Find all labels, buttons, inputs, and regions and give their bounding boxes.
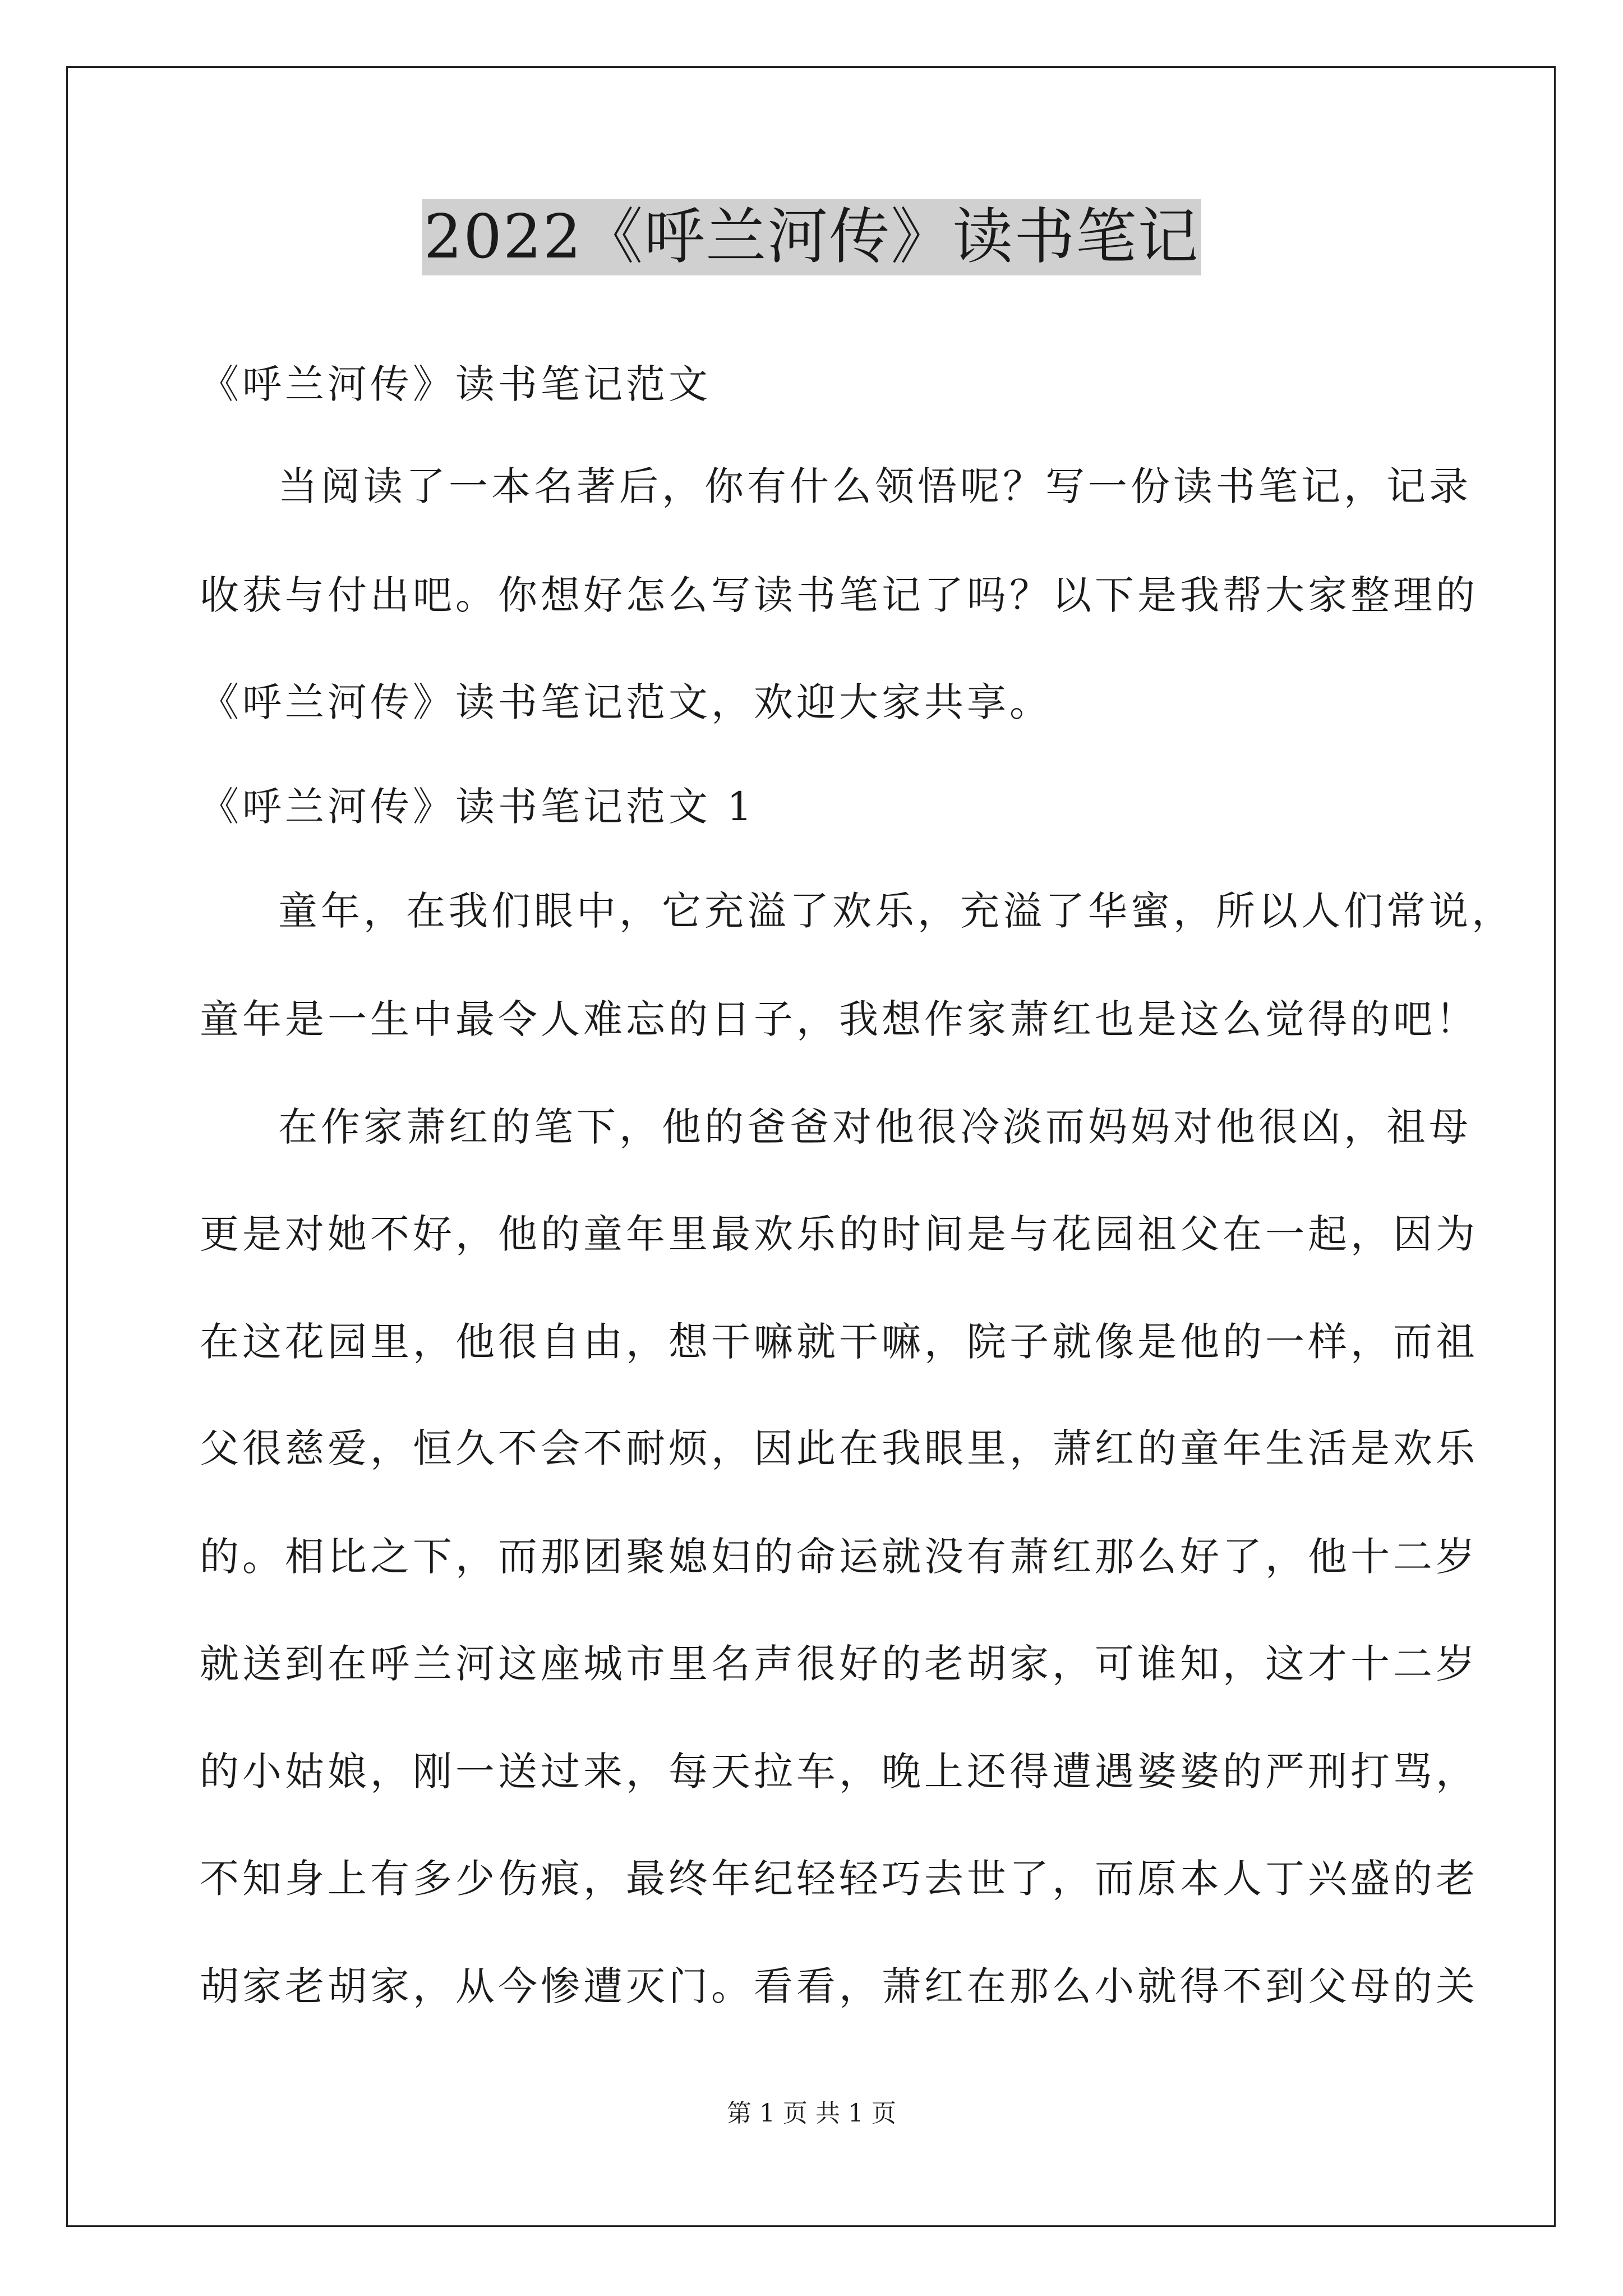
paragraph-line: 童年，在我们眼中，它充溢了欢乐，充溢了华蜜，所以人们常说， — [278, 888, 1514, 934]
document-title: 2022《呼兰河传》读书笔记 — [422, 199, 1202, 275]
section-heading: 《呼兰河传》读书笔记范文 1 — [200, 784, 755, 830]
paragraph-line: 当阅读了一本名著后，你有什么领悟呢？写一份读书笔记，记录 — [278, 463, 1472, 509]
paragraph-line: 收获与付出吧。你想好怎么写读书笔记了吗？以下是我帮大家整理的 — [200, 572, 1478, 618]
paragraph-line: 在作家萧红的笔下，他的爸爸对他很冷淡而妈妈对他很凶，祖母 — [278, 1104, 1472, 1150]
paragraph-line: 更是对她不好，他的童年里最欢乐的时间是与花园祖父在一起，因为 — [200, 1211, 1478, 1257]
paragraph-line: 胡家老胡家，从今惨遭灭门。看看，萧红在那么小就得不到父母的关 — [200, 1963, 1478, 2009]
paragraph-line: 《呼兰河传》读书笔记范文，欢迎大家共享。 — [200, 679, 1052, 725]
page-footer: 第 1 页 共 1 页 — [727, 2099, 896, 2128]
paragraph-line: 在这花园里，他很自由，想干嘛就干嘛，院子就像是他的一样，而祖 — [200, 1319, 1478, 1365]
section-heading: 《呼兰河传》读书笔记范文 — [200, 361, 711, 407]
paragraph-line: 的。相比之下，而那团聚媳妇的命运就没有萧红那么好了，他十二岁 — [200, 1534, 1478, 1580]
paragraph-line: 童年是一生中最令人难忘的日子，我想作家萧红也是这么觉得的吧！ — [200, 996, 1478, 1042]
paragraph-line: 父很慈爱，恒久不会不耐烦，因此在我眼里，萧红的童年生活是欢乐 — [200, 1425, 1478, 1471]
paragraph-line: 不知身上有多少伤痕，最终年纪轻轻巧去世了，而原本人丁兴盛的老 — [200, 1856, 1478, 1902]
paragraph-line: 就送到在呼兰河这座城市里名声很好的老胡家，可谁知，这才十二岁 — [200, 1641, 1478, 1687]
title-container — [0, 199, 1623, 275]
paragraph-line: 的小姑娘，刚一送过来，每天拉车，晚上还得遭遇婆婆的严刑打骂， — [200, 1749, 1478, 1795]
